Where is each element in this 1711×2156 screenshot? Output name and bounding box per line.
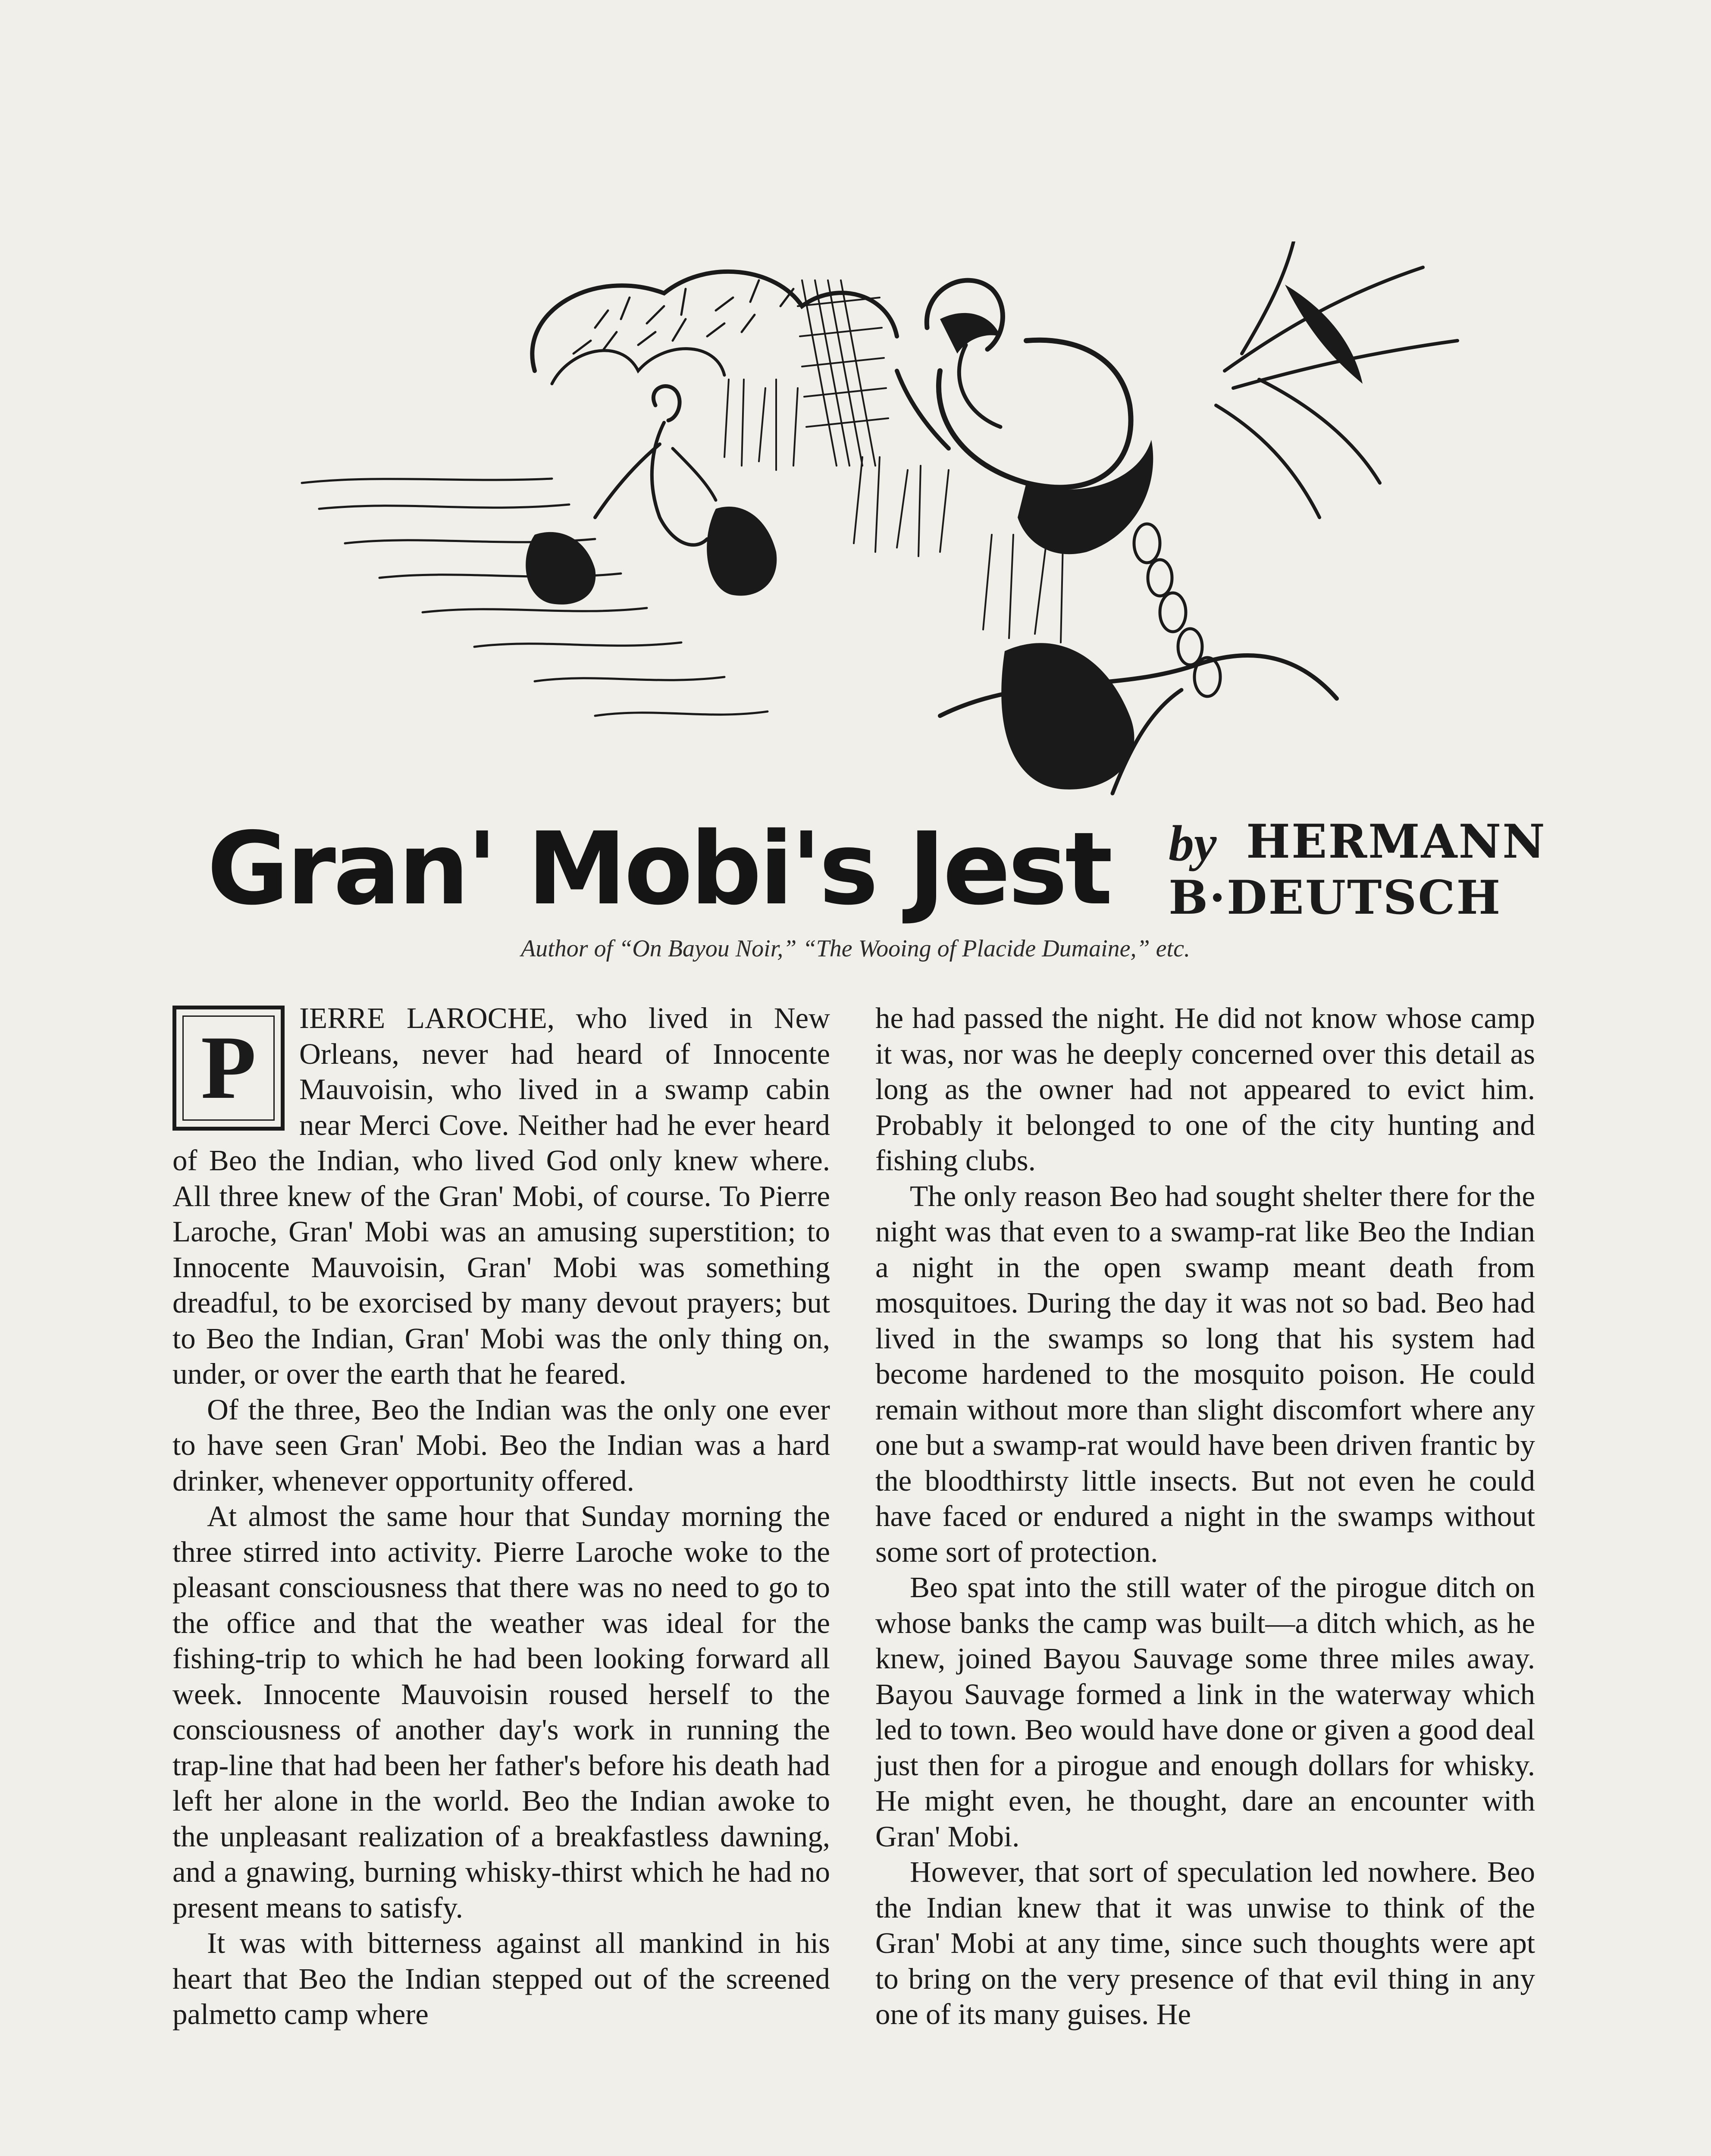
- author-note: Author of “On Bayou Noir,” “The Wooing of Placide Dumaine,” etc.: [521, 935, 1190, 962]
- right-column: [875, 1000, 1535, 2032]
- drop-cap-letter: P: [201, 1018, 257, 1118]
- swamp-scene-illustration-icon: [293, 241, 1509, 806]
- paragraph: IERRE LAROCHE, who lived in New Orleans, never had heard of Innocente Mauvoisin, who lived in a swamp cabin near Merci Cove. Neither had he ever heard of Beo the Indian, who lived God only knew where. All three knew of the Gran' Mobi, of course. To Pierre Laroche, Gran' Mobi was an amusing superstition; to Innocente Mauvoisin, Gran' Mobi was something dreadful, to be exorcised by many devout prayers; but to Beo the Indian, Gran' Mobi was the only thing on, under, or over the earth that he feared.: [172, 1002, 830, 1390]
- paragraph: he had passed the night. He did not know whose camp it was, nor was he deeply concerned over this detail as long as the owner had not appeared to evict him. Probably it belonged to one of the city hunting and fishing clubs.: [875, 1002, 1535, 1177]
- drop-cap: [172, 1006, 285, 1131]
- paragraph: At almost the same hour that Sunday morning the three stirred into activity. Pierre Laroche woke to the pleasant consciousness that there was no need to go to the office and that the weather was ideal for the fishing-trip to which he had been looking forward all week. Innocente Mauvoisin roused herself to the consciousness of another day's work in running the trap-line that had been her father's before his death had left her alone in the world. Beo the Indian awoke to the unpleasant realization of a breakfastless dawning, and a gnawing, burning whisky-thirst which he had no present means to satisfy.: [172, 1500, 830, 1924]
- story-title: Gran' Mobi's Jest: [207, 811, 1110, 927]
- left-column: [172, 1000, 830, 2032]
- paragraph: Beo spat into the still water of the pirogue ditch on whose banks the camp was built—a ditch which, as he knew, joined Bayou Sauvage some three miles away. Bayou Sauvage formed a link in the waterway which led to town. Beo would have done or given a good deal just then for a pirogue and enough dollars for whisky. He might even, he thought, dare an encounter with Gran' Mobi.: [875, 1571, 1535, 1853]
- paragraph: Of the three, Beo the Indian was the only one ever to have seen Gran' Mobi. Beo the Indian was a hard drinker, whenever opportunity offered.: [172, 1393, 830, 1497]
- paragraph: It was with bitterness against all mankind in his heart that Beo the Indian stepped out of the screened palmetto camp where: [172, 1927, 830, 2031]
- paragraph: However, that sort of speculation led nowhere. Beo the Indian knew that it was unwise to think of the Gran' Mobi at any time, since such thoughts were apt to bring on the very presence of that evil thing in any one of its many guises. He: [875, 1855, 1535, 2031]
- byline: [1169, 814, 1546, 926]
- byline-by: by: [1169, 815, 1217, 871]
- paragraph: The only reason Beo had sought shelter there for the night was that even to a swamp-rat like Beo the Indian a night in the open swamp meant death from mosquitoes. During the day it was not so bad. Beo had lived in the swamps so long that his system had become hardened to the mosquito poison. He could remain without more than slight discomfort where any one but a swamp-rat would have been driven frantic by the bloodthirsty little insects. But not even he could have faced or endured a night in the swamps without some sort of protection.: [875, 1179, 1535, 1568]
- author-first-name: HERMANN: [1246, 815, 1546, 869]
- title-row: [207, 804, 1546, 934]
- author-last-name: B·DEUTSCH: [1169, 871, 1502, 925]
